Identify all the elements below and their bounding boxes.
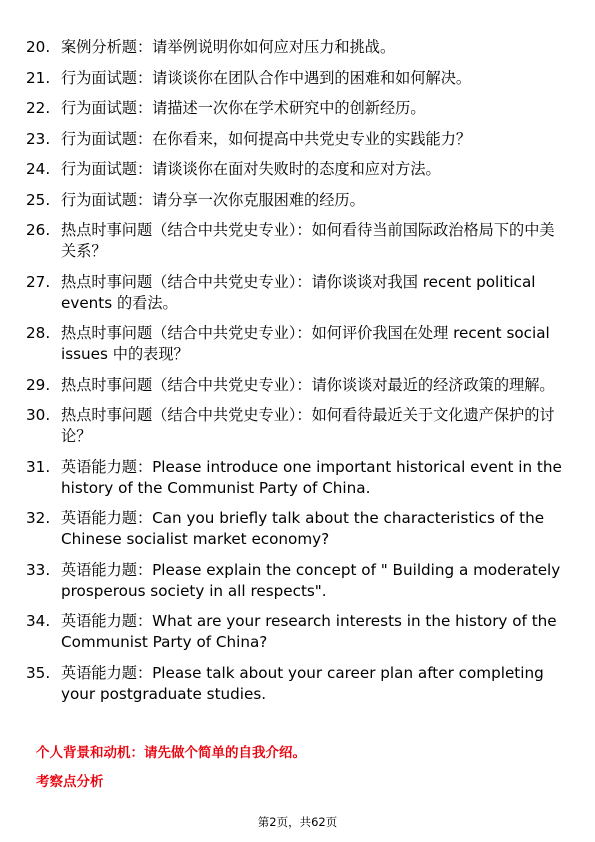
- question-number: 21.: [26, 68, 51, 87]
- question-number: 30.: [26, 406, 51, 424]
- list-item: [26, 457, 566, 499]
- question-number: 27.: [26, 272, 51, 291]
- question-text: 英语能力题：Please explain the concept of " Building a moderately prosperous society in all respects".: [61, 560, 561, 600]
- list-item: [26, 663, 566, 705]
- list-item: [26, 68, 566, 89]
- list-item: [26, 37, 566, 58]
- list-item: [26, 220, 566, 262]
- list-item: [26, 190, 566, 211]
- question-number: 33.: [26, 560, 51, 579]
- list-item: [26, 611, 566, 653]
- page-number-footer: 第2页，共62页: [257, 815, 338, 829]
- list-item: [26, 508, 566, 550]
- question-text: 行为面试题：请描述一次你在学术研究中的创新经历。: [61, 99, 426, 117]
- question-number: 22.: [26, 99, 51, 117]
- question-number: 25.: [26, 190, 51, 209]
- question-text: 英语能力题：Please introduce one important historical event in the history of the Communist Party of China.: [61, 457, 562, 497]
- list-item: [26, 375, 566, 396]
- list-item: [26, 323, 566, 365]
- question-text: 行为面试题：请谈谈你在面对失败时的态度和应对方法。: [61, 160, 441, 178]
- list-item: [26, 272, 566, 314]
- question-text: 热点时事问题（结合中共党史专业）：请你谈谈对最近的经济政策的理解。: [61, 375, 555, 394]
- section-subheading: 考察点分析: [36, 774, 104, 790]
- question-number: 23.: [26, 129, 51, 148]
- question-text: 热点时事问题（结合中共党史专业）：如何看待当前国际政治格局下的中美关系？: [61, 221, 555, 260]
- question-text: 案例分析题：请举例说明你如何应对压力和挑战。: [61, 38, 396, 56]
- question-text: 英语能力题：Can you briefly talk about the characteristics of the Chinese socialist market economy?: [61, 509, 545, 548]
- question-text: 热点时事问题（结合中共党史专业）：如何看待最近关于文化遗产保护的讨论？: [61, 406, 555, 445]
- list-item: [26, 405, 566, 447]
- section-heading: 个人背景和动机：请先做个简单的自我介绍。: [36, 745, 306, 761]
- list-item: [26, 129, 566, 150]
- question-number: 26.: [26, 221, 51, 239]
- list-item: [26, 159, 566, 180]
- question-number: 34.: [26, 612, 51, 630]
- question-list: [26, 37, 566, 714]
- list-item: [26, 98, 566, 119]
- question-number: 29.: [26, 375, 51, 394]
- question-text: 英语能力题：What are your research interests in the history of the Communist Party of China?: [61, 612, 557, 651]
- question-number: 28.: [26, 324, 51, 342]
- question-text: 热点时事问题（结合中共党史专业）：如何评价我国在处理 recent social issues 中的表现？: [61, 324, 550, 363]
- question-number: 24.: [26, 160, 51, 178]
- list-item: [26, 560, 566, 602]
- question-number: 32.: [26, 509, 51, 527]
- question-text: 热点时事问题（结合中共党史专业）：请你谈谈对我国 recent political events 的看法。: [61, 272, 536, 312]
- question-text: 行为面试题：请分享一次你克服困难的经历。: [61, 190, 365, 209]
- question-number: 31.: [26, 457, 51, 476]
- question-number: 35.: [26, 663, 51, 682]
- question-text: 英语能力题：Please talk about your career plan after completing your postgraduate studies.: [61, 663, 544, 703]
- question-text: 行为面试题：请谈谈你在团队合作中遇到的困难和如何解决。: [61, 68, 472, 87]
- question-text: 行为面试题：在你看来，如何提高中共党史专业的实践能力？: [61, 129, 472, 148]
- question-number: 20.: [26, 38, 51, 56]
